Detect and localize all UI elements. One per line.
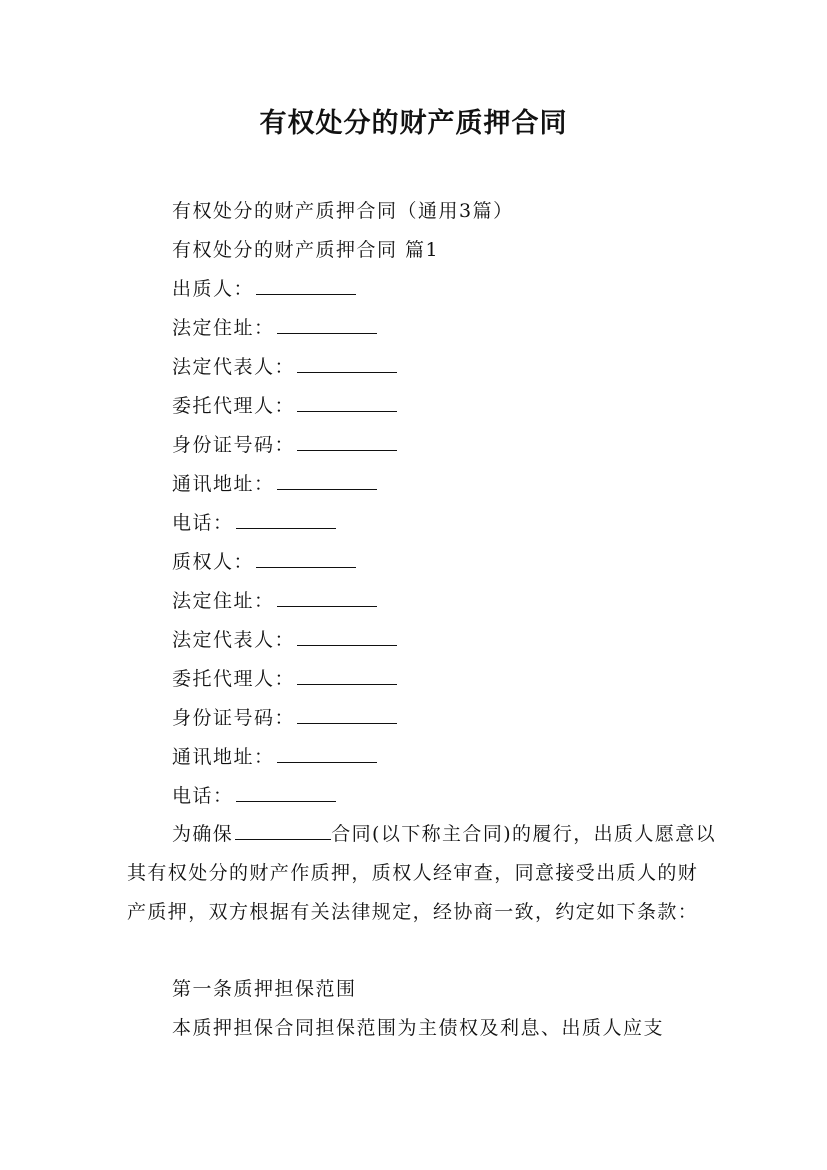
field-pledgor-agent: [172, 393, 397, 419]
fill-blank: [297, 354, 397, 373]
intro-text-start: 为确保: [172, 823, 234, 845]
fill-blank: [277, 588, 377, 607]
field-pledgee-phone: [172, 783, 336, 809]
intro-text-rest: 合同(以下称主合同)的履行，出质人愿意以其有权处分的财产作质押，质权人经审查，同意接受出质人的财产质押，双方根据有关法律规定，经协商一致，约定如下条款：: [127, 823, 717, 923]
field-label: 出质人：: [172, 278, 255, 300]
field-pledgor-mail-address: [172, 471, 377, 497]
field-label: 质权人：: [172, 551, 255, 573]
field-label: 法定住址：: [172, 317, 275, 339]
intro-paragraph: [127, 815, 717, 931]
fill-blank: [256, 276, 356, 295]
document-title: 有权处分的财产质押合同: [259, 108, 568, 139]
field-label: 法定代表人：: [172, 356, 296, 378]
field-pledgor-phone: [172, 510, 336, 536]
field-pledgor: [172, 276, 356, 302]
field-pledgee-mail-address: [172, 744, 377, 770]
field-label: 法定代表人：: [172, 629, 296, 651]
fill-blank: [277, 744, 377, 763]
fill-blank: [297, 705, 397, 724]
field-label: 通讯地址：: [172, 473, 275, 495]
field-label: 身份证号码：: [172, 707, 296, 729]
article1-text: 本质押担保合同担保范围为主债权及利息、出质人应支: [172, 1017, 665, 1039]
field-pledgee-address: [172, 588, 377, 614]
field-pledgor-id: [172, 432, 397, 458]
field-pledgor-address: [172, 315, 377, 341]
field-label: 委托代理人：: [172, 395, 296, 417]
field-pledgee-agent: [172, 666, 397, 692]
field-pledgee: [172, 549, 356, 575]
field-pledgee-id: [172, 705, 397, 731]
section-heading: 有权处分的财产质押合同 篇1: [172, 239, 440, 261]
fill-blank: [236, 783, 336, 802]
article1-heading: 第一条质押担保范围: [172, 978, 357, 1000]
field-label: 通讯地址：: [172, 746, 275, 768]
field-label: 身份证号码：: [172, 434, 296, 456]
fill-blank: [297, 627, 397, 646]
fill-blank: [297, 432, 397, 451]
fill-blank: [277, 315, 377, 334]
fill-blank: [235, 821, 331, 840]
fill-blank: [277, 471, 377, 490]
fill-blank: [256, 549, 356, 568]
field-pledgor-legal-rep: [172, 354, 397, 380]
field-label: 法定住址：: [172, 590, 275, 612]
field-label: 电话：: [172, 785, 234, 807]
field-label: 委托代理人：: [172, 668, 296, 690]
fill-blank: [297, 666, 397, 685]
fill-blank: [297, 393, 397, 412]
field-label: 电话：: [172, 512, 234, 534]
field-pledgee-legal-rep: [172, 627, 397, 653]
fill-blank: [236, 510, 336, 529]
document-subtitle: 有权处分的财产质押合同（通用3篇）: [172, 200, 514, 222]
